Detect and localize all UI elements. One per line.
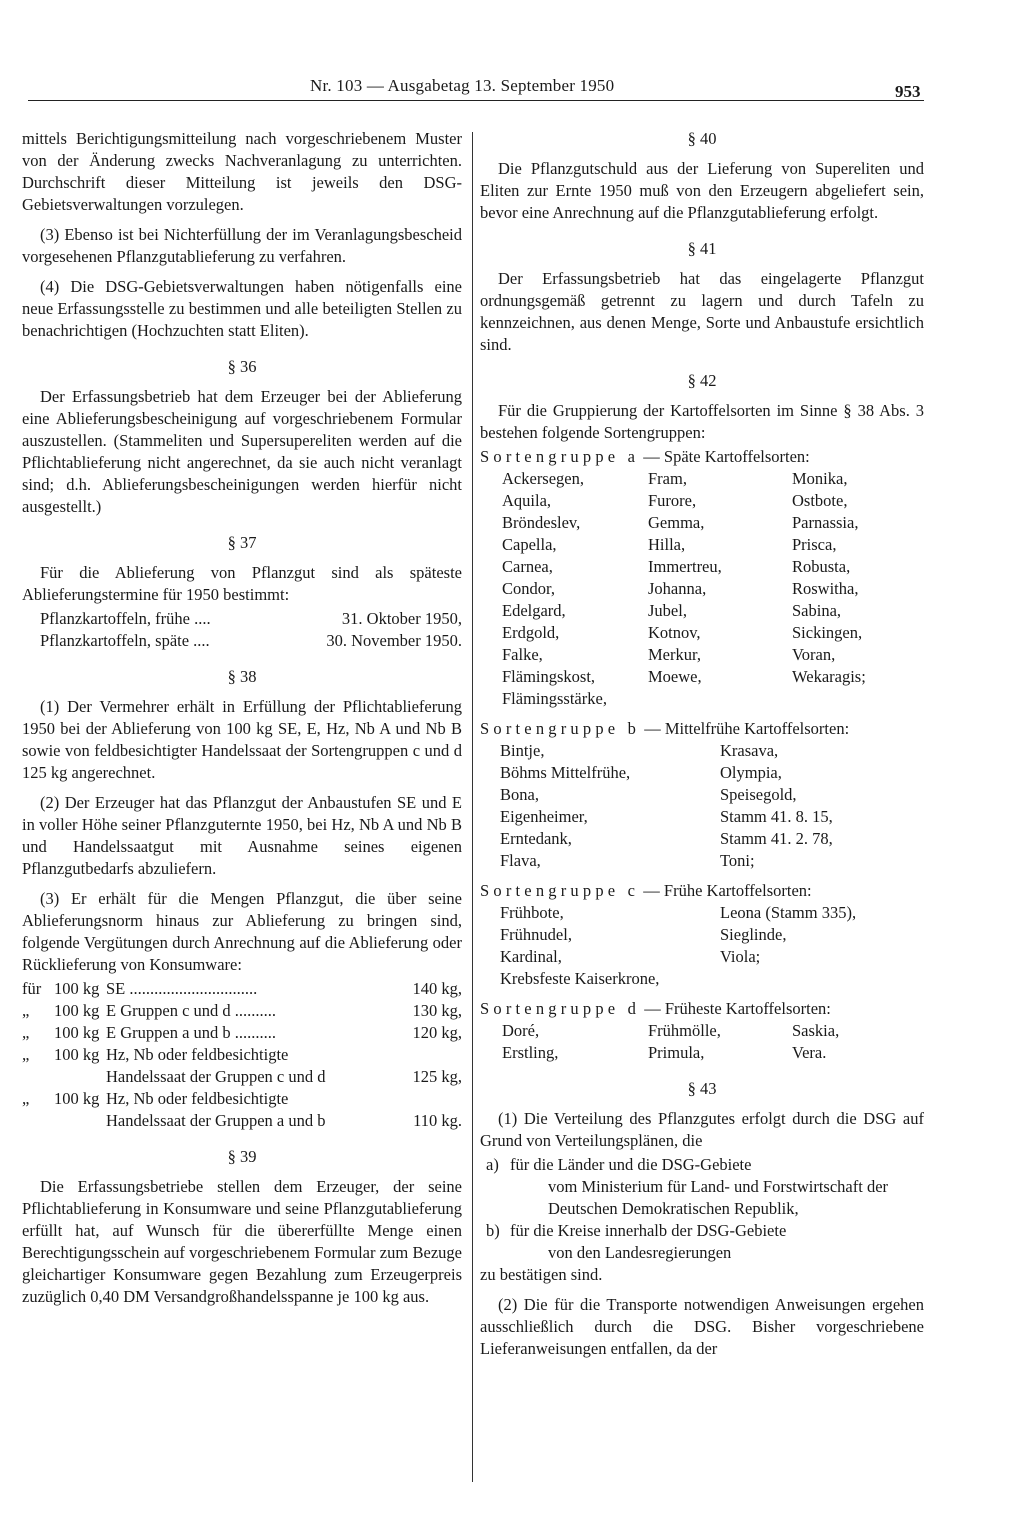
variety-name: Bintje,	[500, 741, 545, 760]
row-value: 125 kg,	[412, 1067, 462, 1086]
variety-name: Erstling,	[502, 1043, 559, 1062]
row-description	[106, 1088, 386, 1132]
compensation-row	[22, 1022, 462, 1044]
row-quantity: 100 kg	[54, 1089, 100, 1108]
variety-name: Ostbote,	[792, 491, 848, 510]
variety-group-c-heading	[480, 880, 924, 902]
row-description: E Gruppen a und b ..........	[106, 1023, 277, 1042]
header-rule	[28, 100, 924, 101]
variety-name: Moewe,	[648, 667, 702, 686]
row-quantity: 100 kg	[54, 1023, 100, 1042]
variety-name: Sieglinde,	[720, 925, 787, 944]
list-item-b	[480, 1220, 924, 1242]
paragraph: Der Erfassungsbetrieb hat das eingelagerte Pflanzgut ordnungsgemäß getrennt zu lagern und durch Tafeln zu kennzeichnen, aus denen Menge, Sorte und Anbaustufe ersichtlich sind.	[480, 269, 924, 354]
variety-name: Leona (Stamm 335),	[720, 903, 857, 922]
variety-name: Kotnov,	[648, 623, 701, 642]
list-closing: zu bestätigen sind.	[480, 1265, 603, 1284]
variety-name: Fram,	[648, 469, 687, 488]
variety-name: Sabina,	[792, 601, 842, 620]
variety-name: Hilla,	[648, 535, 686, 554]
deadline-date: 31. Oktober 1950,	[341, 609, 462, 628]
variety-name: Monika,	[792, 469, 848, 488]
paragraph: Die Pflanzgutschuld aus der Lieferung von Supereliten und Eliten zur Ernte 1950 muß von den Erzeugern abgeliefert sein, bevor eine Anrechnung auf die Pflanzgutablieferung erfolgt.	[480, 159, 924, 222]
group-label: Sortengruppe c	[480, 881, 640, 900]
row-lead: „	[22, 1045, 30, 1064]
section-heading-40: § 40	[687, 129, 717, 148]
variety-group-a-list	[480, 468, 924, 710]
group-label: Sortengruppe d	[480, 999, 641, 1018]
variety-name: Krebsfeste Kaiserkrone,	[500, 969, 660, 988]
variety-name: Saskia,	[792, 1021, 840, 1040]
variety-name: Flava,	[500, 851, 541, 870]
list-item-a	[480, 1154, 924, 1176]
variety-name: Toni;	[720, 851, 755, 870]
variety-name: Wekaragis;	[792, 667, 866, 686]
row-value: 120 kg,	[412, 1023, 462, 1042]
paragraph: (3) Er erhält für die Mengen Pflanzgut, die über seine Ablieferungsnorm hinaus zur Ablieferung zu bringen sind, folgende Vergütungen durch Anrechnung auf die Ablieferung oder Rücklieferung von Konsumware:	[22, 889, 462, 974]
group-label: Sortengruppe a	[480, 447, 640, 466]
variety-name: Böhms Mittelfrühe,	[500, 763, 631, 782]
row-value: 130 kg,	[412, 1001, 462, 1020]
variety-group-a-heading	[480, 446, 924, 468]
row-description	[106, 1044, 386, 1088]
paragraph: (2) Der Erzeuger hat das Pflanzgut der Anbaustufen SE und E in voller Höhe seiner Pflanzguternte 1950, bei Hz, Nb A und Nb B und Handelssaatgut mit Ausnahme seines eigenen Pflanzgutbedarfs abzuliefern.	[22, 793, 462, 878]
variety-name: Bona,	[500, 785, 539, 804]
variety-name: Furore,	[648, 491, 697, 510]
variety-name: Stamm 41. 2. 78,	[720, 829, 833, 848]
compensation-row	[22, 978, 462, 1000]
variety-name: Aquila,	[502, 491, 552, 510]
paragraph: Die Erfassungsbetriebe stellen dem Erzeuger, der seine Pflichtablieferung in Konsumware und seine Pflanzgutablieferung erfüllt hat, auf Wunsch für die übererfüllte Menge einen Berechtigungsschein auf vorgeschriebenem Formular zum Bezuge gleichartiger Konsumware gegen Bezahlung zum Erzeugerpreis zuzüglich 0,40 DM Versandgroßhandelsspanne je 100 kg aus.	[22, 1177, 462, 1306]
section-heading-39: § 39	[227, 1147, 257, 1166]
variety-name: Olympia,	[720, 763, 782, 782]
variety-name: Bröndeslev,	[502, 513, 581, 532]
paragraph: (4) Die DSG-Gebietsverwaltungen haben nötigenfalls eine neue Erfassungsstelle zu bestimmen und alle beteiligten Stellen zu benachrichtigen (Hochzuchten statt Eliten).	[22, 277, 462, 340]
row-lead: „	[22, 1089, 30, 1108]
compensation-row	[22, 1044, 462, 1088]
row-quantity: 100 kg	[54, 979, 100, 998]
variety-name: Kardinal,	[500, 947, 562, 966]
paragraph: (1) Der Vermehrer erhält in Erfüllung der Pflichtablieferung 1950 bei der Ablieferung von 100 kg SE, E, Hz, Nb A und Nb B sowie von feldbesichtigter Handelssaat der Sortengruppen c und d 125 kg angerechnet.	[22, 697, 462, 782]
list-text: für die Länder und die DSG-Gebiete	[510, 1155, 752, 1174]
list-text: für die Kreise innerhalb der DSG-Gebiete	[510, 1221, 787, 1240]
paragraph: (2) Die für die Transporte notwendigen Anweisungen ergehen ausschließlich durch die DSG. Bisher vorgeschriebene Lieferanweisungen entfallen, da der	[480, 1295, 924, 1358]
variety-name: Erntedank,	[500, 829, 572, 848]
paragraph: Für die Gruppierung der Kartoffelsorten im Sinne § 38 Abs. 3 bestehen folgende Sortengruppen:	[480, 401, 924, 442]
variety-group-b-list	[480, 740, 924, 872]
variety-name: Frühmölle,	[648, 1021, 721, 1040]
variety-group-c-list	[480, 902, 924, 990]
page-header	[0, 76, 1024, 106]
row-description: SE ...............................	[106, 979, 258, 998]
variety-name: Flämingsstärke,	[502, 689, 607, 708]
deadline-date: 30. November 1950.	[326, 631, 462, 650]
group-description: — Früheste Kartoffelsorten:	[644, 999, 831, 1018]
section-heading-38: § 38	[227, 667, 257, 686]
variety-name: Krasava,	[720, 741, 779, 760]
variety-name: Voran,	[792, 645, 836, 664]
variety-name: Speisegold,	[720, 785, 797, 804]
variety-group-d-list	[480, 1020, 924, 1064]
variety-name: Johanna,	[648, 579, 707, 598]
section-heading-37: § 37	[227, 533, 257, 552]
variety-name: Merkur,	[648, 645, 701, 664]
left-column	[22, 128, 462, 1316]
section-heading-42: § 42	[687, 371, 717, 390]
deadline-row	[40, 608, 462, 630]
variety-name	[648, 688, 792, 710]
group-description: — Späte Kartoffelsorten:	[643, 447, 810, 466]
row-description-line: Hz, Nb oder feldbesichtigte	[106, 1045, 289, 1064]
variety-name: Roswitha,	[792, 579, 859, 598]
variety-name: Flämingskost,	[502, 667, 596, 686]
compensation-table	[22, 978, 462, 1132]
group-label: Sortengruppe b	[480, 719, 641, 738]
group-description: — Frühe Kartoffelsorten:	[643, 881, 812, 900]
variety-name: Sickingen,	[792, 623, 863, 642]
variety-name: Doré,	[502, 1021, 540, 1040]
row-value: 110 kg.	[413, 1111, 462, 1130]
section-heading-36: § 36	[227, 357, 257, 376]
row-lead: „	[22, 1001, 30, 1020]
row-description: E Gruppen c und d ..........	[106, 1001, 277, 1020]
variety-name: Jubel,	[648, 601, 687, 620]
variety-name: Primula,	[648, 1043, 705, 1062]
variety-name: Viola;	[720, 947, 761, 966]
deadline-label: Pflanzkartoffeln, späte ....	[40, 631, 210, 650]
row-quantity: 100 kg	[54, 1045, 100, 1064]
variety-name: Eigenheimer,	[500, 807, 588, 826]
variety-name: Parnassia,	[792, 513, 859, 532]
row-quantity: 100 kg	[54, 1001, 100, 1020]
row-value: 140 kg,	[412, 979, 462, 998]
variety-name	[720, 968, 930, 990]
group-description: — Mittelfrühe Kartoffelsorten:	[644, 719, 850, 738]
variety-name: Frühbote,	[500, 903, 564, 922]
row-description-line: Handelssaat der Gruppen c und d	[106, 1067, 326, 1086]
deadline-label: Pflanzkartoffeln, frühe ....	[40, 609, 211, 628]
variety-name	[792, 688, 932, 710]
variety-name: Ackersegen,	[502, 469, 585, 488]
paragraph: Für die Ablieferung von Pflanzgut sind als späteste Ablieferungstermine für 1950 bestimmt:	[22, 563, 462, 604]
paragraph: (3) Ebenso ist bei Nichterfüllung der im Veranlagungsbescheid vorgesehenen Pflanzgutablieferung zu verfahren.	[22, 225, 462, 266]
row-lead: „	[22, 1023, 30, 1042]
variety-name: Gemma,	[648, 513, 705, 532]
variety-name: Prisca,	[792, 535, 837, 554]
variety-name: Carnea,	[502, 557, 553, 576]
page-number: 953	[895, 82, 921, 101]
list-subtext: von den Landesregierungen	[548, 1243, 732, 1262]
row-description-line: Hz, Nb oder feldbesichtigte	[106, 1089, 289, 1108]
paragraph: (1) Die Verteilung des Pflanzgutes erfolgt durch die DSG auf Grund von Verteilungsplänen, die	[480, 1109, 924, 1150]
variety-name: Stamm 41. 8. 15,	[720, 807, 833, 826]
variety-name: Frühnudel,	[500, 925, 572, 944]
column-divider	[472, 132, 473, 1482]
list-label: a)	[486, 1155, 499, 1174]
issue-title: Nr. 103 — Ausgabetag 13. September 1950	[310, 76, 615, 95]
right-column	[480, 128, 924, 1368]
variety-name: Capella,	[502, 535, 557, 554]
variety-group-d-heading	[480, 998, 924, 1020]
variety-name: Immertreu,	[648, 557, 722, 576]
deadline-row	[40, 630, 462, 652]
variety-name: Condor,	[502, 579, 555, 598]
variety-name: Vera.	[792, 1043, 827, 1062]
variety-name: Falke,	[502, 645, 543, 664]
row-lead: für	[22, 979, 42, 998]
row-description-line: Handelssaat der Gruppen a und b	[106, 1111, 326, 1130]
variety-name: Robusta,	[792, 557, 851, 576]
section-heading-43: § 43	[687, 1079, 717, 1098]
section-heading-41: § 41	[687, 239, 717, 258]
variety-name: Erdgold,	[502, 623, 560, 642]
paragraph: mittels Berichtigungsmitteilung nach vorgeschriebenem Muster von der Änderung zwecks Nachveranlagung zu unterrichten. Durchschrift dieser Mitteilung ist jeweils den DSG-Gebietsverwaltungen vorzulegen.	[22, 129, 462, 214]
deadline-list	[22, 608, 462, 652]
variety-group-b-heading	[480, 718, 924, 740]
list-subtext: vom Ministerium für Land- und Forstwirtschaft der Deutschen Demokratischen Republik,	[548, 1177, 889, 1218]
paragraph: Der Erfassungsbetrieb hat dem Erzeuger bei der Ablieferung eine Ablieferungsbescheinigung auf vorgeschriebenem Formular auszustellen. (Stammeliten und Supersupereliten werden auf die Pflichtablieferung nicht angerechnet, da sie auch nicht veranlagt sind; d.h. Ablieferungsbescheinigungen werden hierfür nicht ausgestellt.)	[22, 387, 462, 516]
compensation-row	[22, 1088, 462, 1132]
list-label: b)	[486, 1221, 500, 1240]
compensation-row	[22, 1000, 462, 1022]
variety-name: Edelgard,	[502, 601, 566, 620]
